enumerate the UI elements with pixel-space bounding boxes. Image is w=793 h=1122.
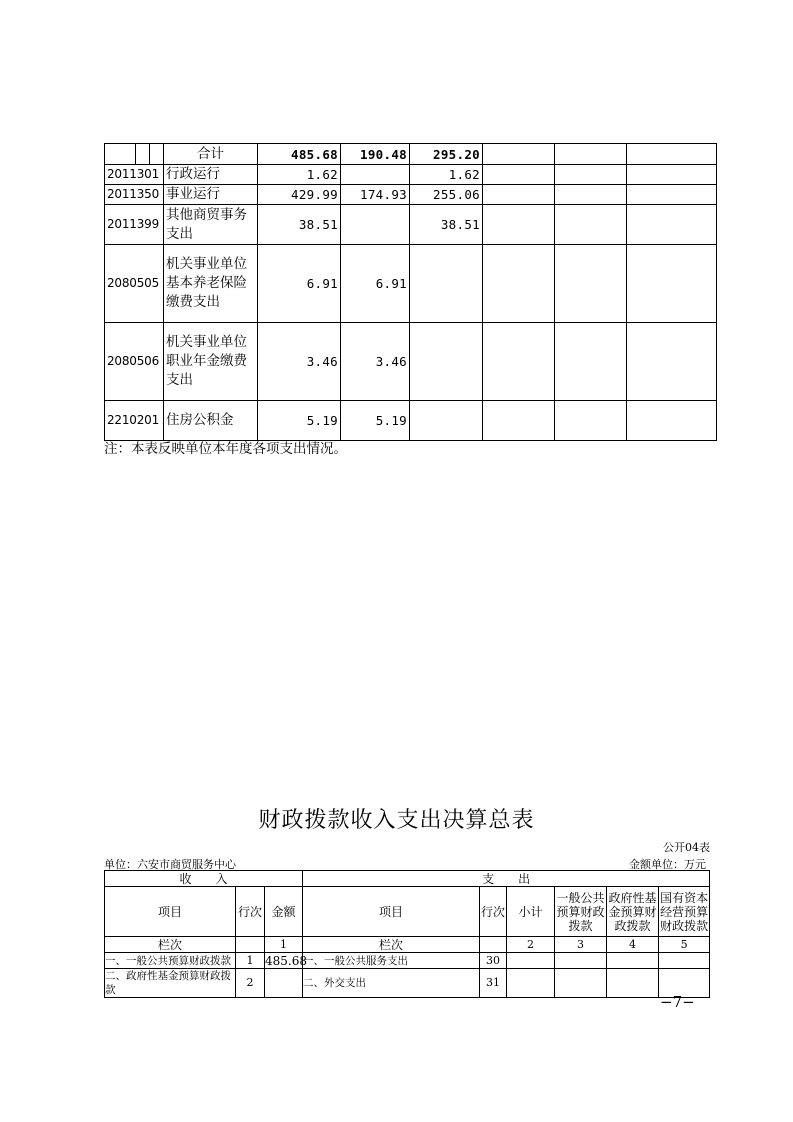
expense-item: 一、一般公共服务支出: [303, 953, 480, 969]
total-label: 合计: [164, 144, 258, 165]
amount-total: 5.19: [258, 401, 341, 441]
amount-basic: 5.19: [341, 401, 410, 441]
empty-cell: [555, 245, 627, 323]
amount-project: [410, 245, 483, 323]
seq-label2: 栏次: [303, 937, 480, 953]
col-state-capital: 国有资本经营预算财政拨款: [659, 887, 710, 937]
col-row: 行次: [236, 887, 265, 937]
unit-label: 单位：六安市商贸服务中心: [104, 858, 236, 871]
amount-basic: [341, 165, 410, 185]
empty-cell: [555, 969, 607, 998]
empty-cell: [150, 144, 164, 165]
income-amount: 485.68: [265, 953, 307, 968]
column-header-row: [105, 887, 710, 937]
amount-project: [410, 323, 483, 401]
amount-basic: 174.93: [341, 185, 410, 205]
col-row2: 行次: [480, 887, 507, 937]
table-note: 注：本表反映单位本年度各项支出情况。: [104, 441, 347, 457]
amount-project: [410, 401, 483, 441]
fiscal-summary-table: [104, 870, 710, 998]
subject-code: 2011350: [105, 185, 164, 205]
expense-header: 支 出: [303, 871, 710, 887]
amount-basic: 6.91: [341, 245, 410, 323]
empty-cell: [555, 185, 627, 205]
table-row: [105, 401, 717, 441]
currency-unit: 金额单位：万元: [629, 858, 706, 871]
sequence-row: [105, 937, 710, 953]
empty-cell: [480, 937, 507, 953]
income-item: 二、政府性基金预算财政拨款: [105, 969, 236, 998]
empty-cell: [659, 953, 710, 969]
income-row: 1: [236, 953, 265, 969]
col-item2: 项目: [303, 887, 480, 937]
col-item: 项目: [105, 887, 236, 937]
col-fund-budget: 政府性基金预算财政拨款: [607, 887, 659, 937]
table-row: [105, 245, 717, 323]
table-row: [105, 205, 717, 245]
empty-cell: [483, 185, 555, 205]
amount-total: 38.51: [258, 205, 341, 245]
amount-project: 255.06: [410, 185, 483, 205]
table-row: [105, 185, 717, 205]
col-amount: 金额: [265, 887, 303, 937]
empty-cell: [483, 205, 555, 245]
amount-basic: 3.46: [341, 323, 410, 401]
empty-cell: [607, 953, 659, 969]
seq-3: 3: [555, 937, 607, 953]
seq-2: 2: [507, 937, 555, 953]
empty-cell: [507, 953, 555, 969]
empty-cell: [555, 165, 627, 185]
subject-code: 2080506: [105, 323, 164, 401]
subject-code: 2011301: [105, 165, 164, 185]
table-row: [105, 323, 717, 401]
income-header: 收 入: [105, 871, 303, 887]
empty-cell: [627, 205, 717, 245]
empty-cell: [483, 323, 555, 401]
subject-code: 2210201: [105, 401, 164, 441]
expense-row: 30: [480, 953, 507, 969]
income-amount: [265, 969, 303, 998]
page-title: 财政拨款收入支出决算总表: [258, 808, 535, 833]
total-basic: 190.48: [341, 144, 410, 165]
empty-cell: [483, 401, 555, 441]
expenditure-table: [104, 143, 717, 441]
amount-total: 1.62: [258, 165, 341, 185]
subject-name: 事业运行: [164, 185, 258, 205]
empty-cell: [555, 205, 627, 245]
empty-cell: [627, 185, 717, 205]
empty-cell: [627, 401, 717, 441]
empty-cell: [136, 144, 150, 165]
empty-cell: [627, 245, 717, 323]
income-row: 2: [236, 969, 265, 998]
amount-basic: [341, 205, 410, 245]
subject-name: 其他商贸事务支出: [164, 205, 258, 245]
empty-cell: [236, 937, 265, 953]
empty-cell: [627, 323, 717, 401]
expense-row: 31: [480, 969, 507, 998]
empty-cell: [507, 969, 555, 998]
amount-project: 1.62: [410, 165, 483, 185]
empty-cell: [555, 144, 627, 165]
seq-5: 5: [659, 937, 710, 953]
empty-cell: [483, 165, 555, 185]
col-general-budget: 一般公共预算财政拨款: [555, 887, 607, 937]
table-row: [105, 165, 717, 185]
empty-cell: [627, 165, 717, 185]
subject-name: 机关事业单位职业年金缴费支出: [164, 323, 258, 401]
empty-cell: [483, 245, 555, 323]
table-row: [105, 953, 710, 969]
page-number: −7−: [660, 993, 695, 1011]
subject-name: 住房公积金: [164, 401, 258, 441]
seq-label: 栏次: [105, 937, 236, 953]
amount-project: 38.51: [410, 205, 483, 245]
total-row: [105, 144, 717, 165]
table-row: [105, 969, 710, 998]
section-header-row: [105, 871, 710, 887]
empty-cell: [555, 401, 627, 441]
empty-cell: [555, 323, 627, 401]
empty-cell: [483, 144, 555, 165]
col-subtotal: 小计: [507, 887, 555, 937]
total-amount: 485.68: [258, 144, 341, 165]
empty-cell: [555, 953, 607, 969]
subject-name: 行政运行: [164, 165, 258, 185]
form-number: 公开04表: [663, 841, 710, 854]
total-project: 295.20: [410, 144, 483, 165]
subject-name: 机关事业单位基本养老保险缴费支出: [164, 245, 258, 323]
seq-1: 1: [265, 937, 303, 953]
empty-cell: [607, 969, 659, 998]
amount-total: 6.91: [258, 245, 341, 323]
seq-4: 4: [607, 937, 659, 953]
income-item: 一、一般公共预算财政拨款: [105, 953, 236, 969]
subject-code: 2011399: [105, 205, 164, 245]
empty-cell: [627, 144, 717, 165]
empty-cell: [105, 144, 136, 165]
amount-total: 429.99: [258, 185, 341, 205]
amount-total: 3.46: [258, 323, 341, 401]
expense-item: 二、外交支出: [303, 969, 480, 998]
subject-code: 2080505: [105, 245, 164, 323]
